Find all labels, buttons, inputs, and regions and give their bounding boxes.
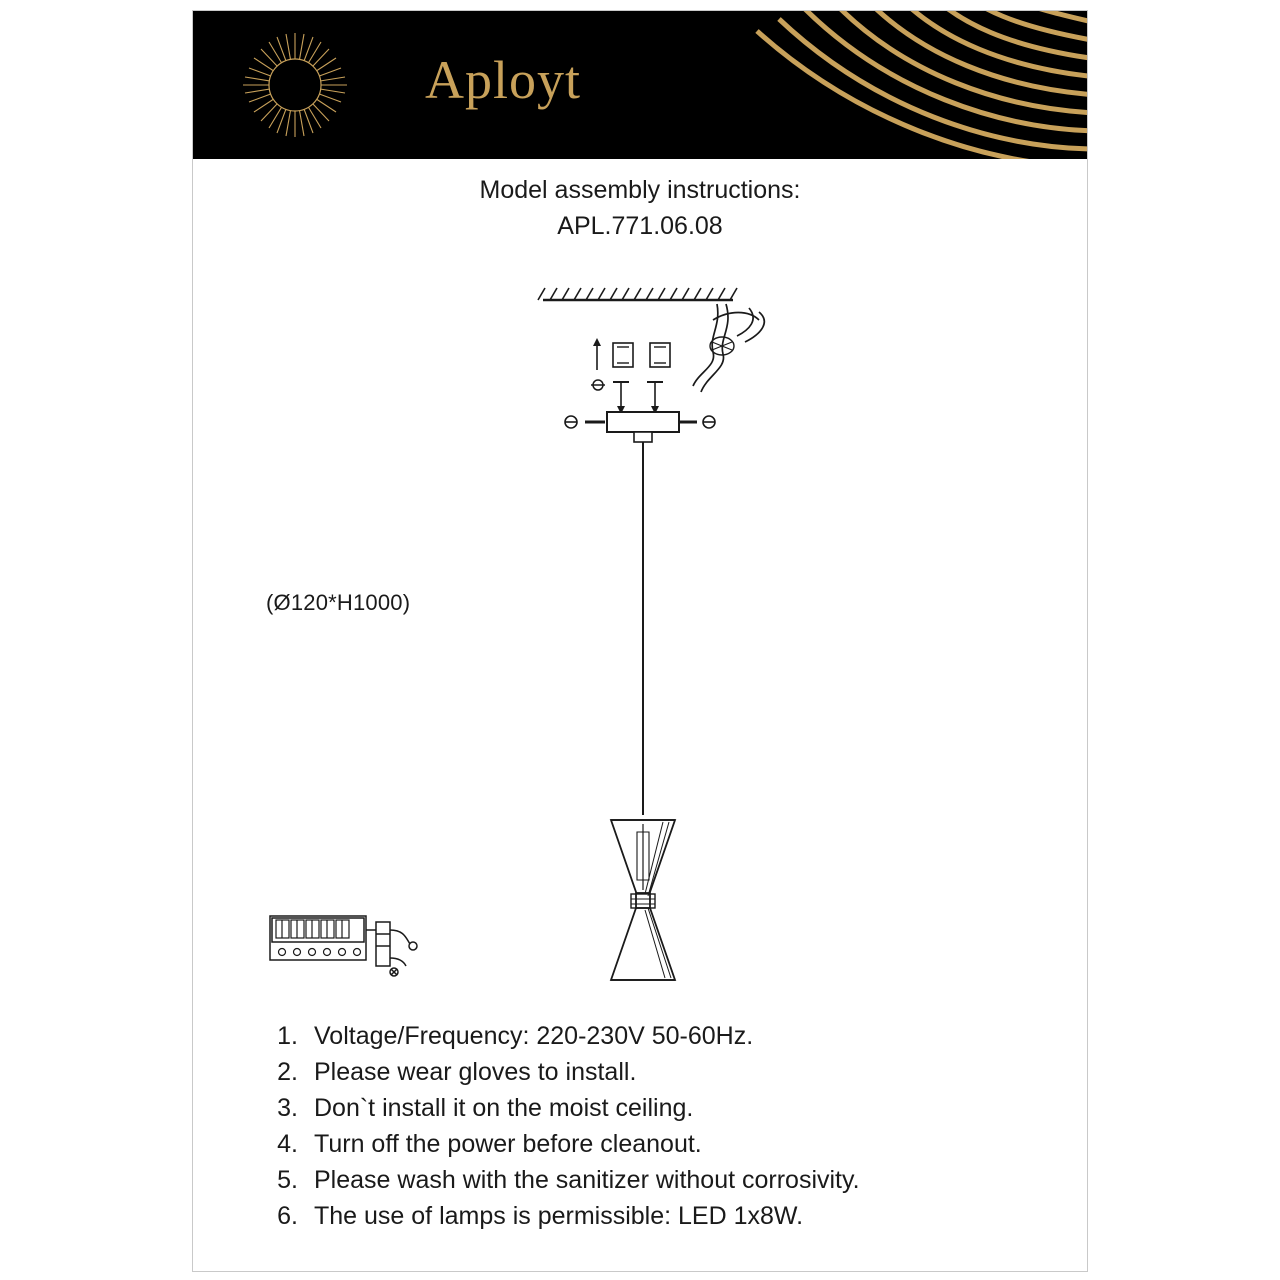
note-number: 5. <box>277 1166 298 1194</box>
wire-bundle-icon <box>693 304 764 392</box>
note-text: The use of lamps is permissible: LED 1x8W. <box>314 1202 804 1230</box>
note-number: 3. <box>277 1094 298 1122</box>
note-number: 1. <box>277 1022 298 1050</box>
list-item <box>252 1126 1072 1162</box>
list-item <box>252 1198 1072 1234</box>
note-number: 2. <box>277 1058 298 1086</box>
note-number: 4. <box>277 1130 298 1158</box>
notes-list <box>252 1018 1072 1234</box>
title-line-1: Model assembly instructions: <box>479 176 801 204</box>
note-text: Voltage/Frequency: 220-230V 50-60Hz. <box>314 1022 754 1050</box>
list-item <box>252 1018 1072 1054</box>
fan-rays-icon <box>737 11 1087 159</box>
note-text: Please wash with the sanitizer without corrosivity. <box>314 1166 860 1194</box>
ceiling-canopy-icon <box>607 412 679 442</box>
note-text: Don`t install it on the moist ceiling. <box>314 1094 694 1122</box>
list-item <box>252 1054 1072 1090</box>
header-banner <box>193 11 1087 159</box>
note-number: 6. <box>277 1202 298 1230</box>
brand-name: Aployt <box>425 50 582 110</box>
mounting-plate-icon <box>593 338 670 370</box>
hatched-ceiling-icon <box>538 288 737 300</box>
list-item <box>252 1090 1072 1126</box>
title-line-2: APL.771.06.08 <box>557 212 723 240</box>
screw-icon <box>591 380 663 414</box>
sunburst-icon <box>235 29 355 141</box>
assembly-diagram <box>193 160 1087 1020</box>
terminal-block-icon <box>258 900 448 990</box>
list-item <box>252 1162 1072 1198</box>
note-text: Please wear gloves to install. <box>314 1058 637 1086</box>
dimension-label: (Ø120*H1000) <box>266 590 411 615</box>
note-text: Turn off the power before cleanout. <box>314 1130 702 1158</box>
hourglass-shade-icon <box>611 820 675 980</box>
